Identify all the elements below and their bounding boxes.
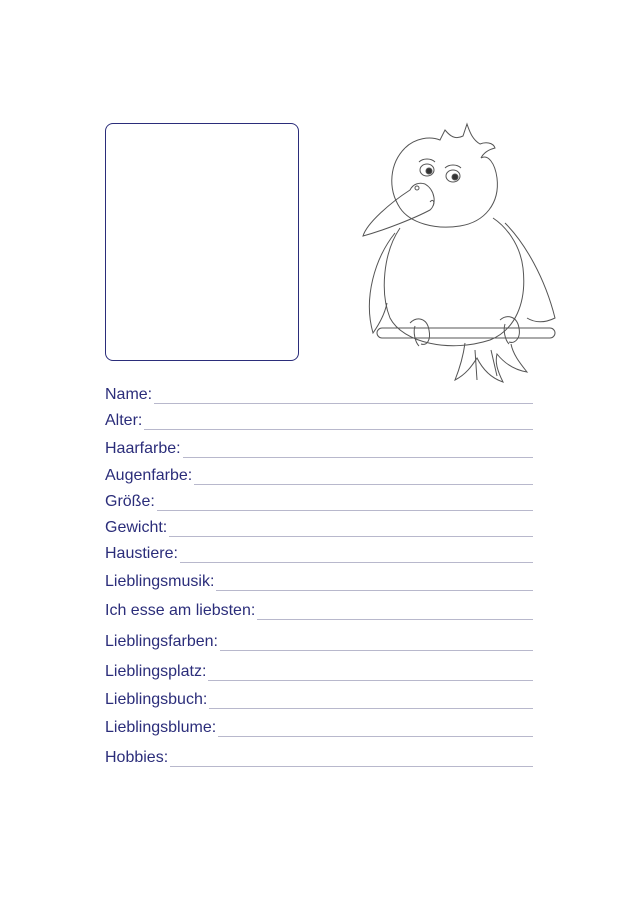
field-label: Ich esse am liebsten: [105, 602, 256, 619]
field-favorite-colors[interactable] [105, 627, 533, 653]
field-label: Haustiere: [105, 545, 178, 562]
field-label: Lieblingsblume: [105, 719, 217, 736]
field-favorite-music[interactable] [105, 567, 533, 593]
field-pets[interactable] [105, 539, 533, 565]
field-name[interactable] [105, 380, 533, 406]
write-line [105, 510, 533, 511]
field-height[interactable] [105, 487, 533, 513]
field-favorite-flower[interactable] [105, 713, 533, 739]
write-line [105, 403, 533, 404]
field-weight[interactable] [105, 513, 533, 539]
field-eye-color[interactable] [105, 461, 533, 487]
photo-frame [105, 123, 299, 361]
field-favorite-book[interactable] [105, 685, 533, 711]
write-line [105, 429, 533, 430]
field-label: Hobbies: [105, 749, 169, 766]
field-label: Augenfarbe: [105, 467, 193, 484]
field-label: Lieblingsmusik: [105, 573, 215, 590]
field-label: Name: [105, 386, 153, 403]
raven-illustration [355, 118, 565, 388]
field-favorite-food[interactable] [105, 596, 533, 622]
field-hobbies[interactable] [105, 743, 533, 769]
field-label: Lieblingsfarben: [105, 633, 218, 650]
field-label: Alter: [105, 412, 143, 429]
field-label: Lieblingsplatz: [105, 663, 207, 680]
field-label: Haarfarbe: [105, 440, 181, 457]
field-favorite-place[interactable] [105, 657, 533, 683]
field-label: Größe: [105, 493, 155, 510]
field-label: Gewicht: [105, 519, 168, 536]
field-age[interactable] [105, 406, 533, 432]
field-hair-color[interactable] [105, 434, 533, 460]
field-label: Lieblingsbuch: [105, 691, 208, 708]
